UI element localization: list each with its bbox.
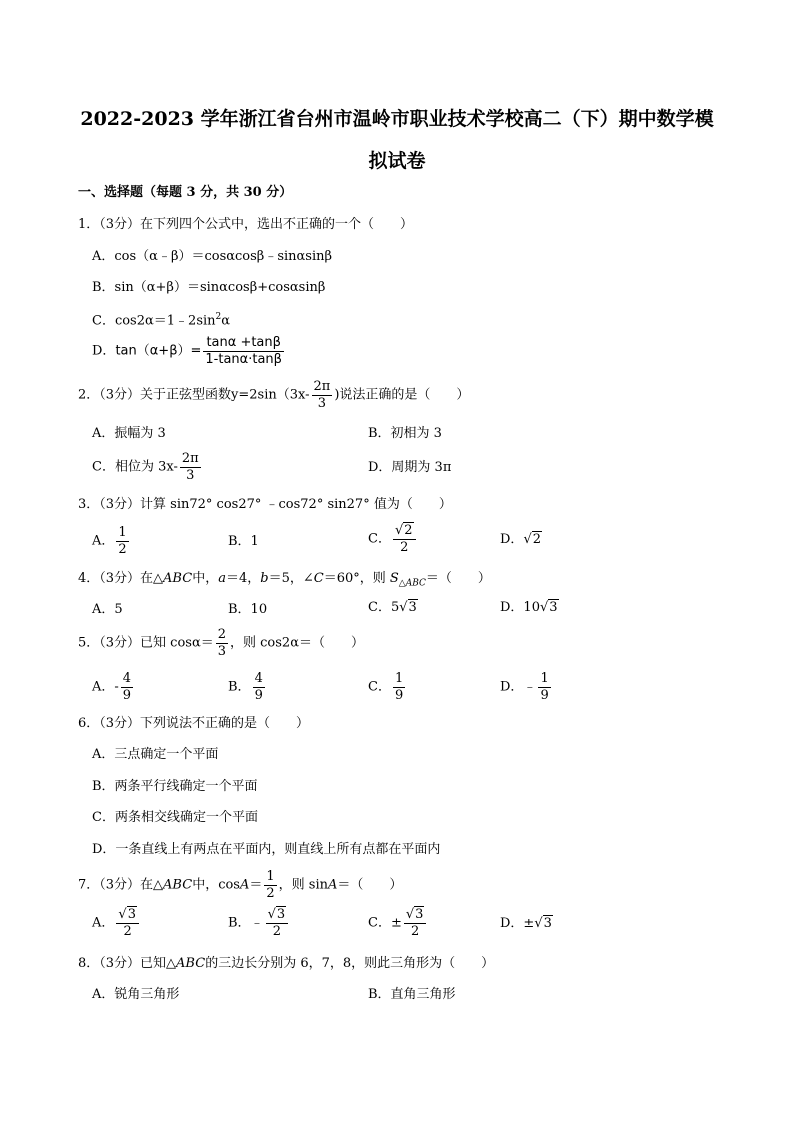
question-8-stem: 8．（3分）已知△ABC的三边长分别为 6，7，8，则此三角形为（ ） [78, 956, 495, 971]
q3-option-b: B．1 [228, 534, 259, 549]
question-7-stem: 7．（3分）在△ABC中，cosA＝ $\frac{1}{2}$ ，则 sinA＝（ ） [78, 869, 403, 901]
q4-option-b: B．10 [228, 602, 268, 617]
q7-option-a: A． $\frac{√3}{2}$ [92, 908, 141, 938]
section-heading: 一、选择题（每题 3 分，共 30 分） [78, 185, 293, 200]
q3-option-d: D．√2 [500, 532, 542, 547]
q6-option-c: C．两条相交线确定一个平面 [92, 810, 258, 825]
q1-option-a: A．cos（α﹣β）＝cosαcosβ﹣sinαsinβ [92, 249, 333, 264]
q5-option-d: D．﹣ $\frac{1}{9}$ [500, 671, 549, 703]
question-1-stem: 1．（3分）在下列四个公式中，选出不正确的一个（ ） [78, 217, 414, 232]
page-title-line-1: 2022-2023 学年浙江省台州市温岭市职业技术学校高二（下）期中数学模 [80, 108, 714, 130]
q7-option-d: D．±√3 [500, 916, 552, 931]
q1-option-b: B．sin（α+β）＝sinαcosβ+cosαsinβ [92, 280, 326, 295]
question-5-stem: 5．（3分）已知 cosα＝ $\frac{2}{3}$ ，则 cos2α＝（ ） [78, 627, 364, 659]
q1-option-c: C．$\cos 2\alpha=1﹣2\sin^2\alpha$ [92, 312, 231, 329]
q7-option-c: C．± $\frac{√3}{2}$ [368, 908, 428, 938]
q4-option-a: A．5 [92, 602, 123, 617]
q5-option-c: C． $\frac{1}{9}$ [368, 671, 404, 703]
q4-option-c: C．5√3 [368, 600, 417, 615]
question-6-stem: 6．（3分）下列说法不正确的是（ ） [78, 716, 310, 731]
question-4-stem: 4．（3分）在△ABC中，a＝4，b＝5，∠C＝60°，则 $S_{\triangle ABC}=$（ ） [78, 571, 491, 589]
q5-option-a: A．- $\frac{4}{9}$ [92, 671, 132, 703]
q8-option-a: A．锐角三角形 [92, 987, 180, 1002]
question-3-stem: 3．（3分）计算 sin72° cos27° ﹣cos72° sin27° 值为（ ） [78, 497, 452, 512]
q2-option-c: C．相位为 3x- $\frac{2\pi}{3}$ [92, 451, 199, 483]
q2-option-b: B．初相为 3 [368, 426, 442, 441]
q3-option-c: C． $\frac{√2}{2}$ [368, 524, 418, 554]
q3-option-a: A． $\frac{1}{2}$ [92, 525, 127, 557]
q5-option-b: B． $\frac{4}{9}$ [228, 671, 263, 703]
q1-option-d: D．tan（α+β）= $\frac{\tan\alpha +\tan\beta}{1-\tan\alpha\cdot\tan\beta}$ [92, 335, 282, 367]
q4-option-d: D．10√3 [500, 600, 558, 615]
q8-option-b: B．直角三角形 [368, 987, 456, 1002]
page-title-line-2: 拟试卷 [368, 150, 426, 172]
question-2-stem: 2．（3分）关于正弦型函数y=2sin（3x- $\frac{2\pi}{3}$ )说法正确的是（ ） [78, 379, 470, 411]
q2-option-d: D．周期为 3π [368, 460, 452, 475]
q6-option-d: D．一条直线上有两点在平面内，则直线上所有点都在平面内 [92, 842, 441, 857]
q2-option-a: A．振幅为 3 [92, 426, 166, 441]
q7-option-b: B．﹣ $\frac{√3}{2}$ [228, 908, 290, 938]
q6-option-a: A．三点确定一个平面 [92, 747, 219, 762]
q6-option-b: B．两条平行线确定一个平面 [92, 779, 258, 794]
